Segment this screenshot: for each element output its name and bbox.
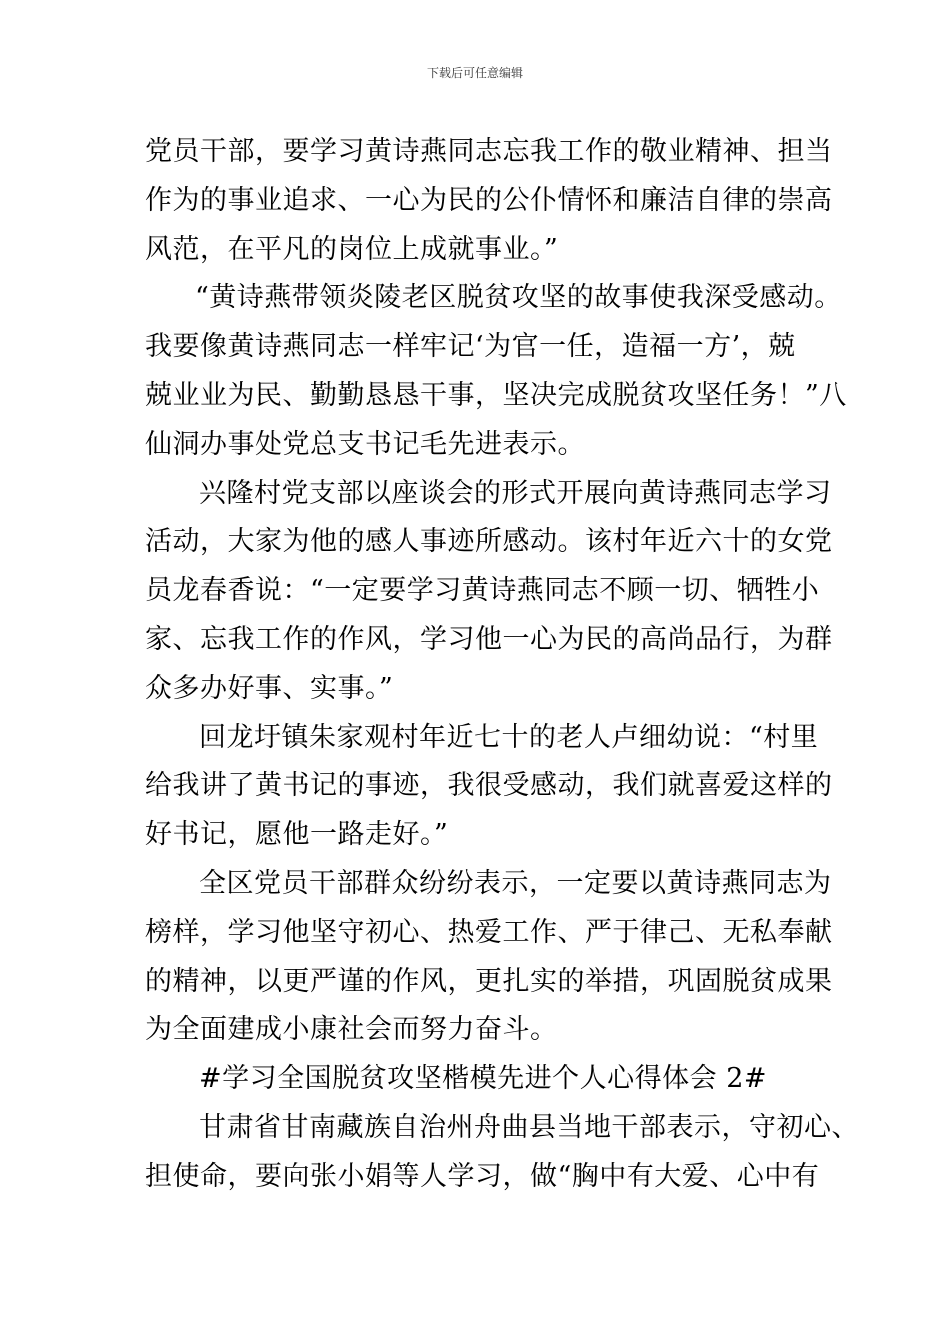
paragraph-line: 家、忘我工作的作风，学习他一心为民的高尚品行，为群 bbox=[145, 623, 833, 655]
paragraph-line: 仙洞办事处党总支书记毛先进表示。 bbox=[145, 428, 585, 460]
paragraph-line: 担使命，要向张小娟等人学习，做“胸中有大爱、心中有 bbox=[145, 1160, 820, 1192]
paragraph-first-line: 全区党员干部群众纷纷表示，一定要以黄诗燕同志为 bbox=[199, 867, 832, 899]
paragraph-line: 榜样，学习他坚守初心、热爱工作、严于律己、无私奉献 bbox=[145, 916, 833, 948]
paragraph-line: 员龙春香说：“一定要学习黄诗燕同志不顾一切、牺牲小 bbox=[145, 575, 820, 607]
document-body bbox=[145, 128, 859, 1202]
paragraph-line: 作为的事业追求、一心为民的公仆情怀和廉洁自律的崇高 bbox=[145, 184, 833, 216]
page-header-note: 下载后可任意编辑 bbox=[426, 66, 523, 80]
paragraph-first-line: “黄诗燕带领炎陵老区脱贫攻坚的故事使我深受感动。 bbox=[195, 282, 842, 314]
paragraph-line: 活动，大家为他的感人事迹所感动。该村年近六十的女党 bbox=[145, 526, 833, 558]
section-heading: #学习全国脱贫攻坚楷模先进个人心得体会 2# bbox=[199, 1063, 768, 1095]
paragraph-first-line: 兴隆村党支部以座谈会的形式开展向黄诗燕同志学习 bbox=[199, 477, 832, 509]
paragraph-line: 为全面建成小康社会而努力奋斗。 bbox=[145, 1014, 558, 1046]
paragraph-line: 风范，在平凡的岗位上成就事业。” bbox=[145, 233, 559, 265]
paragraph-first-line: 甘肃省甘南藏族自治州舟曲县当地干部表示，守初心、 bbox=[199, 1111, 859, 1143]
paragraph-line: 好书记，愿他一路走好。” bbox=[145, 819, 449, 851]
paragraph-line: 党员干部，要学习黄诗燕同志忘我工作的敬业精神、担当 bbox=[145, 136, 833, 167]
paragraph-line: 我要像黄诗燕同志一样牢记‘为官一任，造福一方’，兢 bbox=[145, 331, 796, 363]
paragraph-first-line: 回龙圩镇朱家观村年近七十的老人卢细幼说：“村里 bbox=[199, 721, 819, 753]
paragraph-line: 的精神，以更严谨的作风，更扎实的举措，巩固脱贫成果 bbox=[145, 965, 833, 997]
paragraph-line: 给我讲了黄书记的事迹，我很受感动，我们就喜爱这样的 bbox=[145, 770, 833, 802]
paragraph-line: 兢业业为民、勤勤恳恳干事，坚决完成脱贫攻坚任务！”八 bbox=[145, 379, 847, 411]
paragraph-line: 众多办好事、实事。” bbox=[145, 672, 394, 704]
